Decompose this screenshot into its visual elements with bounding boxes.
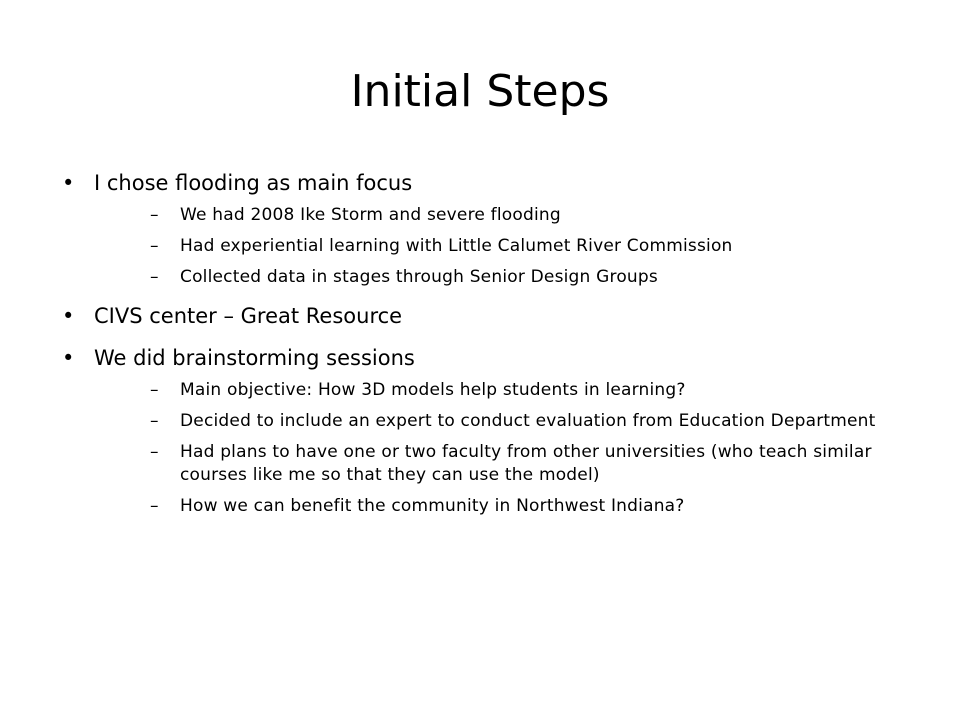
bullet-marker: • bbox=[62, 171, 75, 195]
sub-text: Main objective: How 3D models help students in learning? bbox=[180, 380, 686, 400]
sub-text: We had 2008 Ike Storm and severe flooding bbox=[180, 205, 561, 225]
sub-marker: – bbox=[150, 236, 159, 256]
bullet-marker: • bbox=[62, 346, 75, 370]
sub-item bbox=[94, 266, 880, 289]
sub-marker: – bbox=[150, 205, 159, 225]
sub-text: Had experiential learning with Little Calumet River Commission bbox=[180, 236, 733, 256]
sub-marker: – bbox=[150, 380, 159, 400]
sub-marker: – bbox=[150, 496, 159, 516]
sub-text: Had plans to have one or two faculty from other universities (who teach similar courses like me so that they can use the model) bbox=[180, 442, 872, 485]
bullet-text: CIVS center – Great Resource bbox=[94, 304, 403, 328]
sub-list bbox=[94, 204, 880, 289]
bullet-text: I chose flooding as main focus bbox=[94, 171, 413, 195]
bullet-item bbox=[60, 301, 880, 331]
sub-list bbox=[94, 379, 880, 518]
sub-text: Decided to include an expert to conduct evaluation from Education Department bbox=[180, 411, 876, 431]
sub-item bbox=[94, 495, 880, 518]
bullet-item bbox=[60, 168, 880, 289]
sub-text: How we can benefit the community in Northwest Indiana? bbox=[180, 496, 685, 516]
sub-item bbox=[94, 235, 880, 258]
sub-marker: – bbox=[150, 411, 159, 431]
sub-item bbox=[94, 379, 880, 402]
slide-title: Initial Steps bbox=[350, 66, 610, 117]
sub-item bbox=[94, 204, 880, 227]
bullet-item bbox=[60, 343, 880, 518]
sub-text: Collected data in stages through Senior Design Groups bbox=[180, 267, 658, 287]
sub-marker: – bbox=[150, 267, 159, 287]
bullet-marker: • bbox=[62, 304, 75, 328]
sub-marker: – bbox=[150, 442, 159, 462]
bullet-list bbox=[60, 168, 880, 530]
bullet-text: We did brainstorming sessions bbox=[94, 346, 415, 370]
sub-item bbox=[94, 441, 880, 487]
sub-item bbox=[94, 410, 880, 433]
